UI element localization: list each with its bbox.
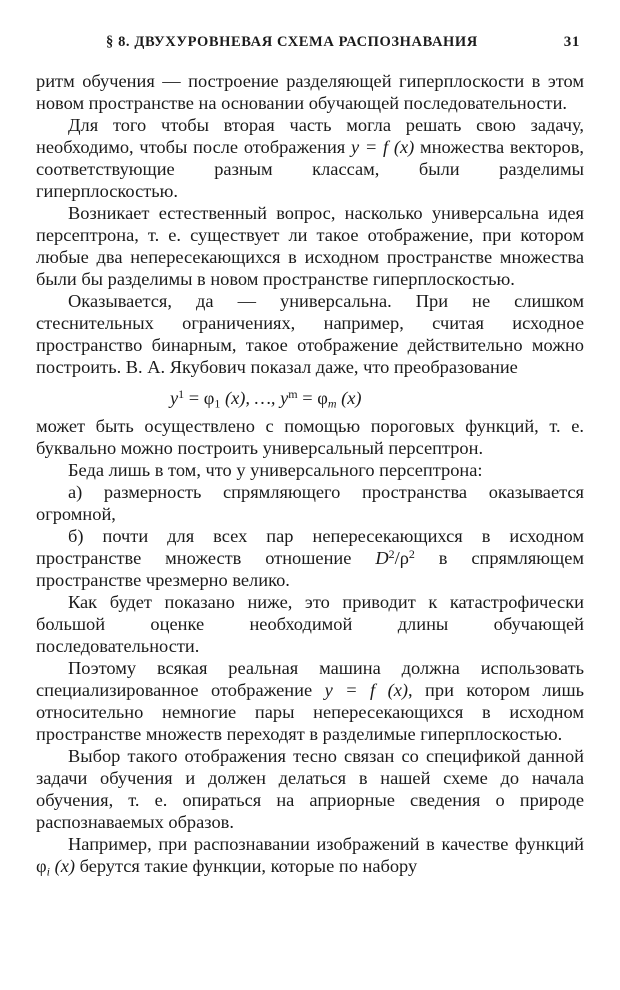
p8-text-a: б) почти для всех пар непересекающихся в исходном пространстве множеств отношение: [36, 526, 584, 568]
p8-text-b: в спрямляющем пространстве чрезмерно велико.: [36, 548, 584, 590]
p2-text-b: множества векторов, соответствующие разным классам, были разделимы гиперплоскостью.: [36, 137, 584, 201]
section-title: § 8. ДВУХУРОВНЕВАЯ СХЕМА РАСПОЗНАВАНИЯ: [106, 34, 478, 50]
p2-text-a: Для того чтобы вторая часть могла решать свою задачу, необходимо, чтобы после отображения: [36, 115, 584, 157]
p10-text-a: Поэтому всякая реальная машина должна использовать специализированное отображение: [36, 658, 584, 700]
running-header: [36, 34, 580, 56]
page-number: 31: [563, 34, 580, 50]
paragraph-8: [36, 525, 584, 591]
formula-ym: y: [280, 388, 289, 408]
p12-text-a: Например, при распознавании изображений в качестве функций: [68, 834, 584, 854]
ratio-D-sup: 2: [388, 547, 395, 561]
formula-sup-m: m: [288, 387, 298, 401]
p2-formula: y = f (x): [350, 137, 415, 157]
p12-phi: φ: [36, 856, 47, 876]
display-formula: [36, 387, 584, 409]
ratio-rho-sup: 2: [408, 547, 415, 561]
paragraph-11: Выбор такого отображения тесно связан со спецификой данной задачи обучения и должен делаться в нашей схеме до начала обучения, т. е. опираться на априорные сведения о природе распознаваемых образов.: [36, 746, 584, 832]
ratio-rho: /ρ: [394, 548, 409, 568]
p12-sub-i: i: [46, 864, 50, 879]
p10-formula: y = f (x): [324, 680, 408, 700]
paragraph-10: [36, 657, 584, 745]
formula-sub-m: m: [327, 396, 337, 411]
paragraph-9: Как будет показано ниже, это приводит к катастрофически большой оценке необходимой длины обучающей последовательности.: [36, 592, 584, 656]
p12-arg: (x): [49, 856, 75, 876]
formula-y1: y: [170, 388, 179, 408]
formula-sub-1: 1: [214, 396, 221, 411]
paragraph-2: [36, 114, 584, 202]
paragraph-12: [36, 833, 584, 877]
paragraph-5: может быть осуществлено с помощью пороговых функций, т. е. буквально можно построить универсальный персептрон.: [36, 416, 584, 458]
p12-text-b: берутся такие функции, которые по набору: [74, 856, 418, 876]
formula-arg-m: (x): [336, 388, 362, 408]
paragraph-4: Оказывается, да — универсальна. При не слишком стеснительных ограничениях, например, считая исходное пространство бинарным, такое отображение действительно можно построить. В. А. Якубович показал даже, что преобразование: [36, 291, 584, 377]
paragraph-1: ритм обучения — построение разделяющей гиперплоскости в этом новом пространстве на основании обучающей последовательности.: [36, 71, 584, 113]
formula-sup-1: 1: [178, 387, 185, 401]
paragraph-7: а) размерность спрямляющего пространства оказывается огромной,: [36, 482, 584, 524]
formula-eq-m: = φ: [297, 388, 328, 408]
paragraph-3: Возникает естественный вопрос, насколько универсальна идея персептрона, т. е. существует ли такое отображение, при котором любые два непересекающихся в исходном пространстве множества были бы разделимы в новом пространстве гиперплоскостью.: [36, 203, 584, 289]
page-body: [36, 70, 584, 877]
paragraph-6: Беда лишь в том, что у универсального персептрона:: [68, 460, 483, 480]
formula-eq-1: = φ: [184, 388, 215, 408]
formula-arg-1: (x), …,: [220, 388, 281, 408]
ratio-D: D: [375, 548, 389, 568]
p10-text-b: , при котором лишь относительно немногие пары непересекающихся в исходном пространстве множеств переходят в разделимые гиперплоскостью.: [36, 680, 584, 744]
